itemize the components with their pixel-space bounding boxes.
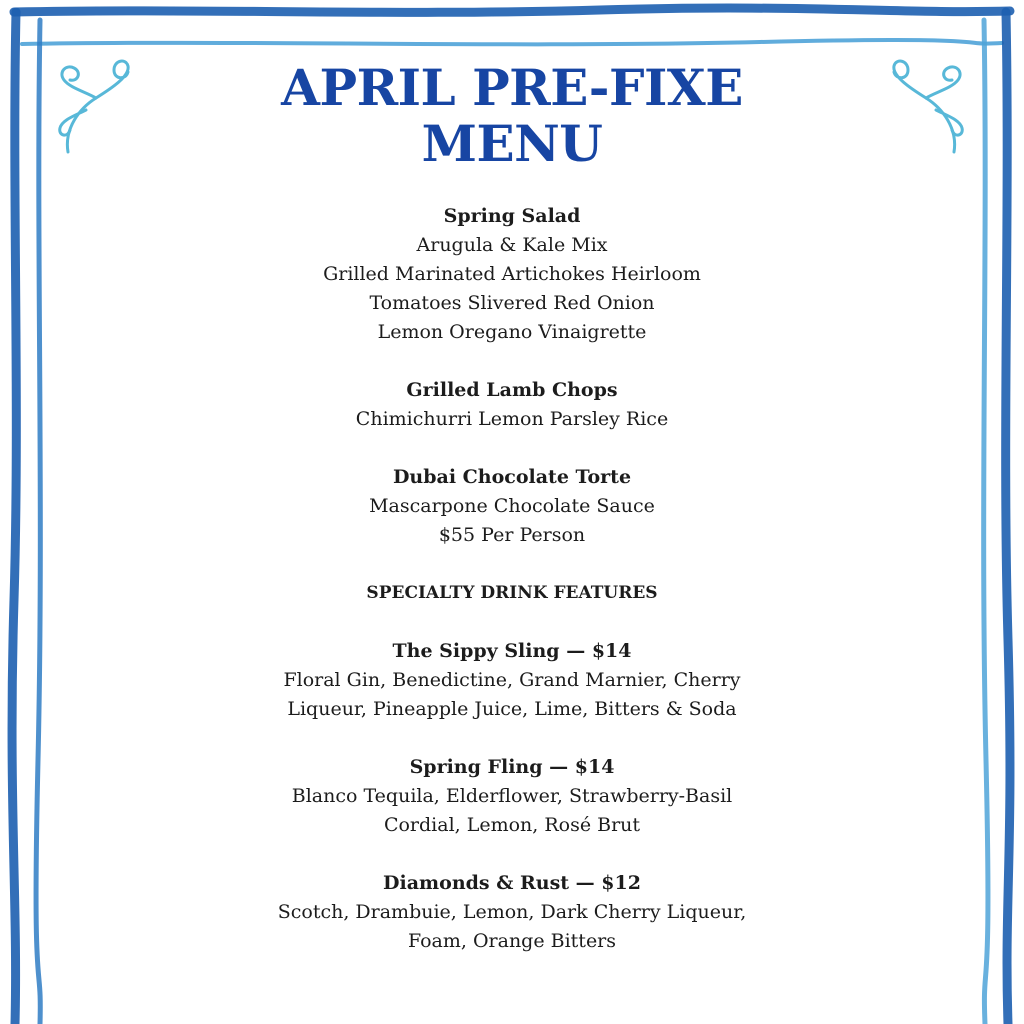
drink-description-line: Foam, Orange Bitters — [407, 930, 617, 952]
course-description-line: Arugula & Kale Mix — [416, 234, 608, 256]
drink-description-line: Blanco Tequila, Elderflower, Strawberry-Basil — [291, 785, 733, 807]
course-description-line: Lemon Oregano Vinaigrette — [377, 321, 647, 343]
drink-item — [150, 869, 874, 956]
course-grilled-lamb-chops — [150, 376, 874, 434]
course-dubai-chocolate-torte — [150, 463, 874, 550]
drink-description-line: Floral Gin, Benedictine, Grand Marnier, Cherry — [283, 669, 741, 691]
drink-description-line: Scotch, Drambuie, Lemon, Dark Cherry Liqueur, — [277, 901, 747, 923]
drinks-heading: SPECIALTY DRINK FEATURES — [366, 583, 658, 603]
drink-heading: Spring Fling — $14 — [409, 756, 615, 778]
menu-title — [150, 60, 874, 172]
course-name: Grilled Lamb Chops — [406, 379, 618, 401]
price-per-person: $55 Per Person — [438, 524, 586, 546]
course-name: Spring Salad — [443, 205, 581, 227]
menu-sections — [150, 202, 874, 956]
drink-item — [150, 753, 874, 840]
swirl-flourish-icon — [886, 58, 966, 158]
course-description-line: Chimichurri Lemon Parsley Rice — [355, 408, 669, 430]
drink-heading: The Sippy Sling — $14 — [392, 640, 632, 662]
course-description-line: Mascarpone Chocolate Sauce — [369, 495, 655, 517]
drink-description-line: Cordial, Lemon, Rosé Brut — [383, 814, 641, 836]
drink-description-line: Liqueur, Pineapple Juice, Lime, Bitters & Soda — [287, 698, 737, 720]
course-description-line: Tomatoes Slivered Red Onion — [369, 292, 655, 314]
course-name: Dubai Chocolate Torte — [392, 466, 632, 488]
swirl-flourish-icon — [56, 58, 136, 158]
menu-content — [150, 60, 874, 956]
drink-heading: Diamonds & Rust — $12 — [383, 872, 641, 894]
drink-item — [150, 637, 874, 724]
menu-title-line: APRIL PRE-FIXE — [281, 58, 743, 117]
course-spring-salad — [150, 202, 874, 347]
drinks-section — [150, 579, 874, 956]
menu-title-line: MENU — [421, 114, 603, 173]
course-description-line: Grilled Marinated Artichokes Heirloom — [323, 263, 701, 285]
